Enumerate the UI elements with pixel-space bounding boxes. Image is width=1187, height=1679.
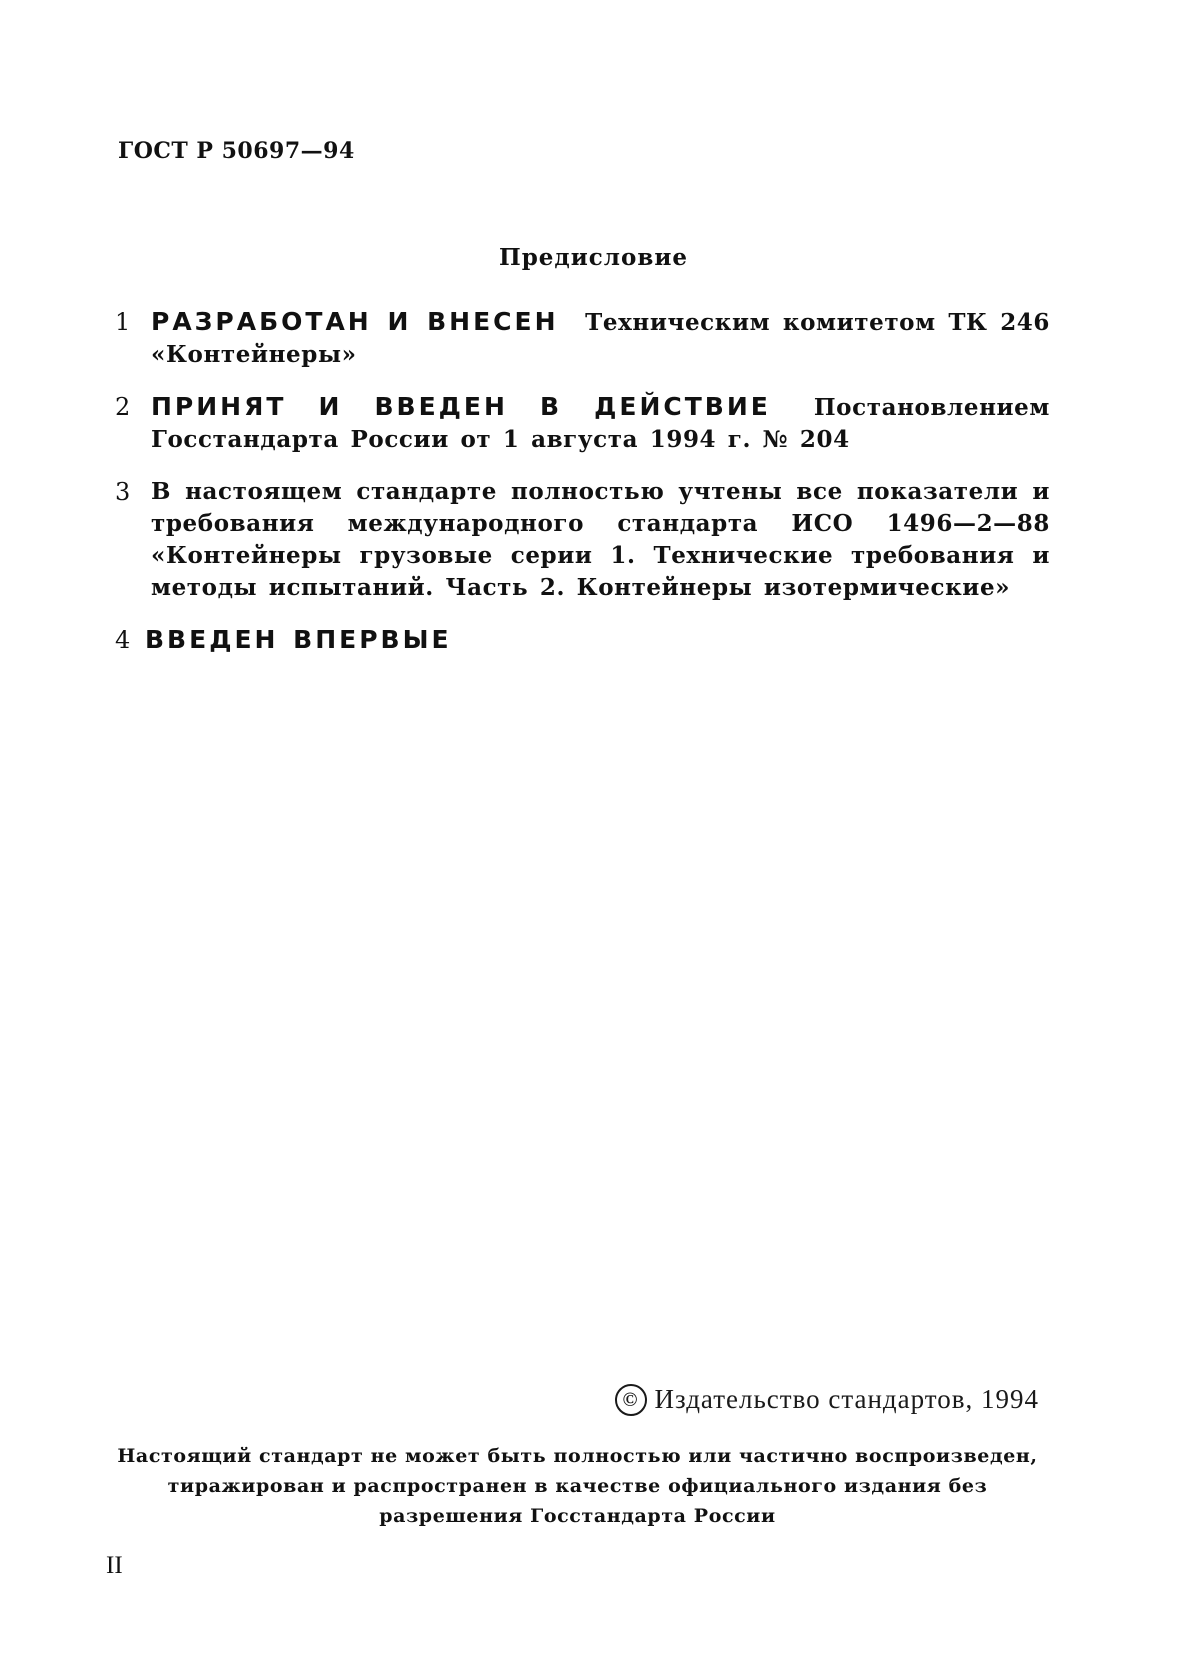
section-title: Предисловие bbox=[498, 244, 689, 271]
item-number: 2 bbox=[115, 393, 131, 421]
item-body bbox=[151, 306, 1050, 371]
copyright-icon: © bbox=[615, 1384, 647, 1416]
preface-item-1 bbox=[115, 306, 1050, 371]
item-body bbox=[145, 624, 1050, 657]
item-lead: ВВЕДЕН ВПЕРВЫЕ bbox=[145, 625, 452, 654]
preface-item-2 bbox=[115, 391, 1050, 456]
page-number: II bbox=[106, 1552, 123, 1579]
item-lead: РАЗРАБОТАН И ВНЕСЕН bbox=[151, 307, 559, 336]
item-text: Постановлением Госстандарта России от 1 августа 1994 г. № 204 bbox=[151, 394, 1050, 453]
reproduction-notice: Настоящий стандарт не может быть полностью или частично воспроизведен, тиражирован и распространен в качестве официального издания без разрешения Госстандарта России bbox=[117, 1445, 1038, 1527]
preface-item-3 bbox=[115, 476, 1050, 604]
item-text: Техническим комитетом ТК 246 «Контейнеры» bbox=[151, 309, 1051, 368]
copyright-text: Издательство стандартов, 1994 bbox=[654, 1384, 1039, 1414]
item-number: 1 bbox=[115, 308, 131, 336]
copyright-line bbox=[615, 1384, 1039, 1416]
item-body bbox=[151, 391, 1050, 456]
item-text: В настоящем стандарте полностью учтены все показатели и требования международного стандарта ИСО 1496—2—88 «Контейнеры грузовые серии 1. Технические требования и методы испытаний. Часть 2. Контейнеры изотермические» bbox=[151, 478, 1050, 601]
item-lead: ПРИНЯТ И ВВЕДЕН В ДЕЙСТВИЕ bbox=[151, 392, 771, 421]
preface-items bbox=[115, 306, 1050, 677]
item-body bbox=[151, 476, 1050, 604]
item-number: 3 bbox=[115, 478, 131, 506]
item-number: 4 bbox=[115, 626, 131, 654]
document-code: ГОСТ Р 50697—94 bbox=[118, 138, 355, 164]
preface-item-4 bbox=[115, 624, 1050, 657]
